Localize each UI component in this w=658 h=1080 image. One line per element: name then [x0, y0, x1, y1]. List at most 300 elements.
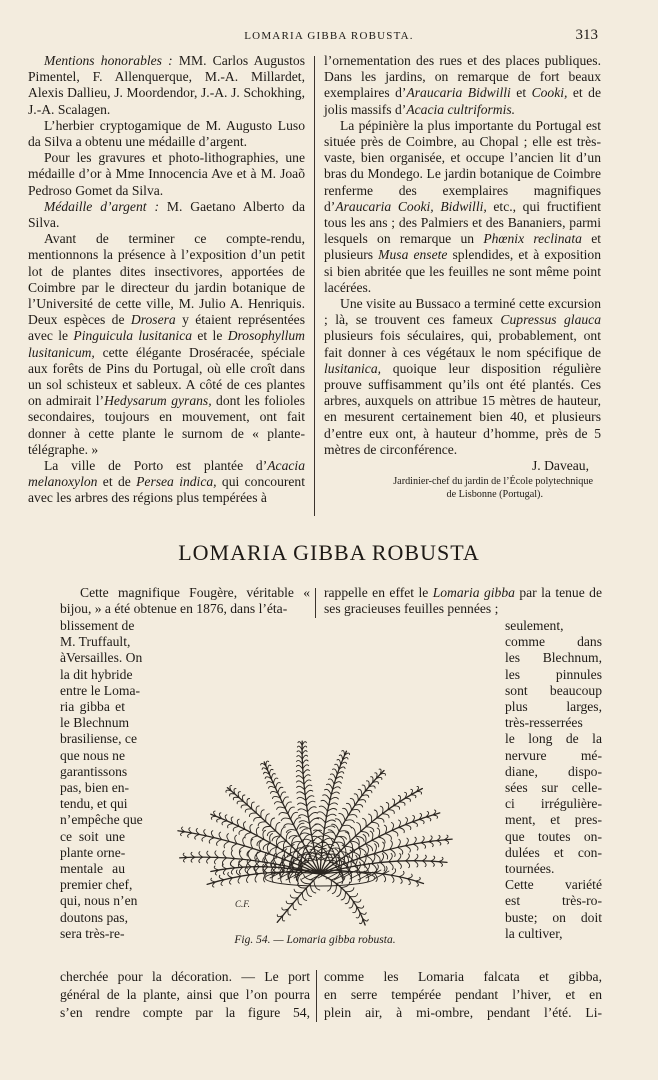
pinnule [270, 834, 273, 844]
pinnule [406, 854, 410, 861]
pinnule [345, 888, 354, 892]
text-line: comme les Lomaria falcata et gibba, [324, 969, 602, 984]
text-line: en serre tempérée pendant l’hiver, et en [324, 987, 602, 1002]
paragraph-nursery [324, 118, 601, 296]
pinnule [214, 866, 219, 870]
pinnule [304, 780, 311, 785]
text-line: le Blechnum [60, 715, 130, 731]
pinnule [249, 813, 256, 817]
pinnule [358, 800, 366, 803]
pinnule [328, 830, 336, 837]
pinnule [405, 825, 411, 830]
text-line: s’en rendre compte par la figure 54, [60, 1005, 310, 1020]
pinnule [239, 867, 243, 874]
pinnule [247, 798, 250, 805]
text-line: plus larges, [505, 699, 602, 715]
text-line: mentale au [60, 861, 125, 877]
pinnule [207, 851, 211, 857]
pinnule [319, 806, 327, 811]
pinnule [422, 855, 426, 861]
figure-caption: Fig. 54. — Lomaria gibba robusta. [234, 934, 396, 946]
text-run: rappelle en effet le [324, 585, 433, 600]
text-line: blissement de [60, 618, 135, 633]
text-line: ci irrégulière- [505, 796, 602, 812]
pinnule [224, 842, 229, 848]
pinnule [380, 806, 383, 814]
text-line: la dit hybride [60, 666, 133, 682]
text-run: qui concourent avec les arbres des régions plus tempérées à [28, 474, 305, 506]
pinnule [389, 862, 393, 870]
page-number: 313 [575, 27, 598, 43]
pinnule [274, 778, 278, 784]
pinnule [303, 760, 309, 764]
text-line: est très-ro- [505, 893, 602, 909]
text-honorable-mentions: MM. Carlos Augustos Pimentel, F. Allenquerque, M.-A. Millardet, Alexis Dallieu, J. Moordendor, J.-A. J. Schokhing, J.-A. Scalagen. [28, 53, 305, 117]
text-line: les Blechnum, [505, 650, 602, 666]
pinnule [407, 874, 412, 879]
italic-run: Acacia melanoxylon [28, 458, 305, 490]
pinnule [377, 818, 384, 822]
pinnule [223, 851, 227, 858]
text-run: et de [97, 474, 137, 490]
pinnule [245, 833, 251, 838]
pinnule [363, 818, 367, 827]
pinnule [180, 832, 185, 836]
pinnule [366, 781, 369, 787]
fern-engraving-icon [135, 634, 495, 934]
text-run: et plusieurs [324, 231, 602, 263]
pinnule [284, 824, 294, 827]
pinnule [371, 777, 373, 783]
pinnule [261, 810, 264, 818]
text-line: très-resserrées [505, 715, 583, 731]
pinnule [215, 851, 219, 858]
text-run: et [510, 85, 532, 101]
pinnule [380, 854, 383, 863]
pinnule [240, 851, 243, 859]
pinnule [374, 844, 376, 854]
pinnule [398, 839, 401, 847]
pinnule [254, 817, 262, 821]
pinnule [382, 851, 388, 859]
pinnule [299, 815, 309, 818]
narrow-left-column [60, 618, 143, 942]
pinnule [271, 818, 275, 826]
pinnule [308, 812, 317, 817]
pinnule [242, 795, 244, 801]
pinnule [256, 827, 258, 836]
pinnule [282, 908, 288, 910]
pinnule [276, 783, 281, 789]
pinnule [233, 797, 239, 800]
italic-run: Pinguicula lusitanica [73, 328, 193, 344]
text-line: doutons pas, [60, 909, 128, 925]
pinnule [345, 820, 354, 823]
pinnule [362, 785, 365, 791]
text-line: comme dans [505, 634, 602, 650]
pinnule [199, 852, 203, 858]
pinnule [297, 751, 302, 755]
pinnule [366, 846, 368, 856]
pinnule [228, 824, 234, 828]
pinnule [307, 888, 312, 897]
pinnule [355, 836, 364, 841]
pinnule [308, 807, 317, 812]
pinnule [422, 861, 426, 867]
column-divider [316, 970, 317, 1022]
pinnule [339, 814, 345, 821]
pinnule [359, 919, 362, 924]
pinnule [351, 827, 355, 836]
pinnule [324, 826, 335, 829]
pinnule [314, 830, 324, 835]
text-line: brasiliense, ce [60, 731, 137, 747]
pinnule [355, 805, 363, 808]
text-line: que toutes on- [505, 828, 602, 844]
pinnule [243, 837, 245, 846]
pinnule [325, 789, 332, 794]
pinnule [378, 837, 385, 843]
text-line: premier chef, [60, 877, 133, 893]
pinnule [281, 818, 291, 821]
pinnule [267, 844, 269, 854]
italic-run: Araucaria Bidwilli [406, 85, 511, 101]
text-run: y étaient représentées avec le [28, 312, 305, 344]
pinnule [286, 901, 293, 904]
pinnule [290, 895, 298, 898]
pinnule [286, 830, 296, 833]
pinnule [280, 792, 285, 798]
text-run: quoique leur disposition régulière prouve suffisamment qu’ils ont été plantés. Ces arbres, auxquels on attribue 15 mètres de hauteur, en mesurent certainement bien 40, et plusieurs d’entre eux ont, à hauteur d’homme, près de 5 mètres de circonférence. [324, 360, 601, 457]
pinnule [414, 861, 418, 867]
paragraph-engravings: Pour les gravures et photo-lithographies, une médaille d’or à Mme Innocencia Ave et à M. Joaõ Pedroso Gomet da Silva. [28, 150, 305, 198]
pinnule [305, 790, 313, 795]
pinnule [195, 834, 200, 839]
text-line: nervure mé- [505, 747, 602, 763]
pinnule [382, 874, 385, 882]
text-line: n’empêche que [60, 812, 143, 828]
pinnule [405, 798, 411, 801]
pinnule [303, 835, 311, 843]
label-silver-medal: Médaille d’argent : [44, 198, 159, 214]
text-run: Une visite au Bussaco a terminé cette excursion ; là, se trouvent ces fameux [324, 296, 601, 328]
text-run: La pépinière la plus importante du Portugal est située près de Coimbre, au Chopal ; elle est très-vaste, bien organisée, et occupe l’ancien lit d’un bras du Mondego. Le jardin botanique de Coimbre renferme des exemplaires magnifiques d’ [324, 117, 601, 214]
pinnule [397, 854, 401, 862]
pinnule [369, 786, 375, 788]
author-affiliation-line-2: de Lisbonne (Portugal). [446, 489, 543, 501]
pinnule [397, 861, 401, 868]
text-run: plusieurs fois séculaires, qui, probablement, ont fait donner à ces végétaux le nom spécifique de [324, 328, 601, 360]
pinnule [444, 840, 448, 844]
pinnule [312, 830, 322, 835]
italic-run: Drosophyllum lusitanicum, [28, 328, 305, 360]
pinnule [371, 822, 379, 827]
pinnule [388, 810, 394, 814]
pinnule [414, 854, 418, 860]
pinnule [398, 847, 403, 854]
pinnule [393, 806, 399, 810]
bottom-left-text [60, 968, 310, 1022]
pinnule [389, 853, 393, 861]
pinnule [345, 896, 349, 903]
pinnule [247, 875, 250, 883]
italic-run: Drosera [130, 312, 176, 328]
text-line: les pinnules [505, 666, 602, 682]
pinnule [346, 803, 351, 810]
text-line: plein air, à mi-ombre, pendant l’été. Li- [324, 1005, 602, 1020]
pinnule [343, 808, 349, 815]
pinnule [222, 864, 227, 869]
pinnule [217, 819, 222, 822]
pinnule [328, 779, 334, 784]
pinnule [333, 769, 338, 774]
text-line: le long de la [505, 731, 602, 747]
pinnule [366, 827, 374, 832]
pinnule [278, 787, 283, 793]
pinnule [339, 755, 342, 760]
pinnule [296, 765, 302, 769]
pinnule [288, 807, 294, 814]
page-header [0, 27, 658, 52]
pinnule [283, 797, 289, 803]
pinnule [232, 844, 237, 851]
pinnule [328, 808, 337, 811]
pinnule [341, 892, 345, 900]
paragraph-porto [28, 458, 305, 507]
pinnule [237, 801, 243, 804]
text-line: sées sur celle- [505, 780, 602, 796]
text-line: la cultiver, [505, 925, 563, 941]
pinnule [266, 814, 270, 822]
pinnule [309, 818, 318, 823]
pinnule [323, 795, 330, 800]
pinnule [332, 824, 339, 831]
pinnule [433, 815, 438, 818]
pinnule [263, 830, 266, 839]
text-run: par la tenue de ses gracieuses feuilles pennées ; [324, 585, 602, 617]
pinnule [236, 870, 241, 876]
pinnule [303, 765, 309, 769]
pinnule [350, 799, 355, 806]
italic-run: Lomaria gibba [432, 585, 515, 600]
pinnule [350, 894, 358, 897]
italic-run: Cooki, [531, 85, 568, 101]
text-line: que nous ne [60, 747, 125, 763]
text-line: diane, dispo- [505, 763, 602, 779]
pinnule [421, 843, 426, 849]
pinnule [234, 789, 236, 795]
pinnule [298, 803, 307, 806]
pinnule [248, 851, 251, 860]
pinnule [279, 813, 288, 815]
text-run: l’ornementation des rues et des places publiques. Dans les jardins, on remarque de fort beaux exemplaires d’ [324, 53, 601, 101]
text-line: tournées. [505, 861, 555, 877]
text-run: et de jolis massifs d’ [324, 85, 601, 117]
figure-artist-mark: C.F. [235, 899, 250, 909]
italic-run: Acacia cultriformis. [406, 101, 516, 117]
pinnule [282, 916, 284, 921]
pinnule [311, 824, 321, 829]
pinnule [202, 836, 207, 841]
top-right-column [324, 53, 601, 501]
pinnule [277, 807, 286, 809]
pinnule [354, 794, 358, 801]
top-left-column [28, 53, 305, 507]
pinnule [337, 887, 341, 896]
pinnule [390, 841, 393, 850]
pinnule [373, 782, 379, 784]
pinnule [431, 856, 435, 861]
pinnule [358, 789, 362, 795]
pinnule [342, 751, 345, 756]
text-run: dont les folioles secondaires, toujours en mouvement, ont fait donner à cette plante le surnom de « plante-télégraphe. » [28, 393, 305, 457]
pinnule [405, 846, 410, 852]
pinnule [209, 838, 214, 844]
italic-run: Hedysarum gyrans, [104, 393, 212, 409]
pinnule [302, 893, 306, 901]
pinnule [211, 816, 216, 819]
pinnule [329, 803, 338, 806]
paragraph-bussaco [324, 296, 601, 458]
text-silver-medal: M. Gaetano Alberto da Silva. [28, 198, 305, 231]
pinnule [399, 871, 404, 876]
pinnule [298, 898, 302, 905]
pinnule [267, 831, 276, 836]
pinnule [183, 853, 187, 857]
pinnule [188, 833, 193, 837]
pinnule [392, 831, 398, 837]
narrow-right-column [505, 618, 602, 942]
pinnule [305, 785, 312, 790]
pinnule [207, 857, 211, 863]
pinnule [333, 842, 344, 845]
text-line: ment, et pres- [505, 812, 602, 828]
pinnule [426, 817, 431, 821]
pinnule [272, 774, 276, 779]
pinnule [256, 806, 259, 813]
pinnule [429, 842, 434, 847]
pinnule [294, 889, 302, 893]
pinnule [297, 792, 305, 795]
pinnule [226, 790, 231, 792]
pinnule [217, 840, 222, 846]
text-line: entre le Loma- [60, 682, 141, 698]
pinnule [258, 822, 266, 826]
pinnule [247, 867, 251, 875]
italic-run: lusitanica, [324, 360, 382, 376]
pinnule [412, 822, 417, 827]
pinnule [302, 755, 307, 759]
text-line: buste; on doit [505, 909, 602, 925]
pinnule [379, 769, 381, 774]
pinnule [222, 821, 227, 825]
pinnule [413, 844, 418, 850]
pinnule [325, 820, 335, 823]
pinnule [297, 797, 306, 800]
pinnule [291, 812, 298, 819]
pinnule [239, 829, 245, 834]
text-run: splendides, et à exposition si bien abritée que les feuilles ne sont même point lacérées. [324, 247, 601, 295]
pinnule [411, 795, 416, 798]
text-run: La ville de Porto est plantée d’ [44, 458, 268, 474]
pinnule [307, 801, 315, 806]
pinnule [191, 857, 195, 862]
italic-run: Araucaria Cooki, Bidwilli, [335, 198, 487, 214]
pinnule [281, 827, 286, 836]
pinnule [391, 869, 396, 875]
pinnule [380, 773, 385, 775]
paragraph-herbarium: L’herbier cryptogamique de M. Augusto Luso da Silva a obtenu une médaille d’argent. [28, 117, 305, 150]
paragraph-silver-medal [28, 199, 305, 231]
pinnule [342, 825, 352, 828]
text-line: ria gibba et [60, 699, 125, 715]
pinnule [241, 805, 247, 808]
text-line: dulées et con- [505, 844, 602, 860]
pinnule [199, 857, 203, 863]
text-line: ce soit une [60, 828, 125, 844]
pinnule [214, 858, 218, 864]
pinnule [326, 784, 332, 789]
pinnule [375, 773, 377, 779]
pinnule [286, 832, 291, 841]
text-run: Avant de terminer ce compte-rendu, mentionnons la présence à l’exposition d’un petit lot de plantes dites insectivores, apportées de Coimbre par le directeur du jardin botanique de l’Université de cette ville, M. Julio A. Henriquis. Deux espèces de [28, 231, 305, 328]
pinnule [302, 746, 307, 750]
pinnule [239, 861, 243, 867]
pinnule [296, 781, 304, 785]
pinnule [374, 810, 377, 818]
pinnule [348, 815, 357, 818]
pinnule [306, 796, 314, 801]
pinnule [296, 770, 303, 774]
pinnule [406, 861, 410, 868]
pinnule [318, 812, 327, 817]
text-line: sera très-re- [60, 925, 125, 941]
pinnule [349, 901, 353, 908]
pinnule [230, 794, 236, 796]
italic-run: Persea indica, [136, 474, 217, 490]
text-line: général de la plante, ainsi que l’on pourra [60, 987, 310, 1002]
text-run: et le [192, 328, 228, 344]
pinnule [385, 834, 391, 840]
pinnule [303, 770, 309, 774]
pinnule [297, 786, 305, 789]
pinnule [419, 820, 424, 824]
pinnule [330, 797, 339, 800]
pinnule [285, 802, 291, 808]
pinnule [251, 802, 254, 809]
pinnule [259, 841, 261, 851]
pinnule [392, 799, 394, 806]
pinnule [362, 795, 369, 798]
text-run: cette élégante Droséracée, spéciale aux forêts de Pins du Portugal, où elle croît dans un sol schisteux et sableux. A côté de ces plantes on admirait l’ [28, 344, 305, 409]
pinnule [353, 900, 361, 903]
pinnule [235, 835, 237, 844]
pinnule [268, 765, 271, 770]
pinnule [296, 776, 303, 780]
author-signature: J. Daveau, [532, 458, 589, 474]
pinnule [298, 742, 302, 746]
pinnule [382, 814, 389, 818]
pinnule [368, 814, 371, 822]
pinnule [245, 809, 252, 812]
pinnule [352, 809, 360, 812]
pinnule [324, 832, 335, 835]
pinnule [356, 912, 360, 918]
running-title: LOMARIA GIBBA ROBUSTA. [244, 30, 414, 42]
bottom-right-text [324, 968, 602, 1022]
pinnule [288, 909, 291, 915]
pinnule [335, 764, 339, 769]
